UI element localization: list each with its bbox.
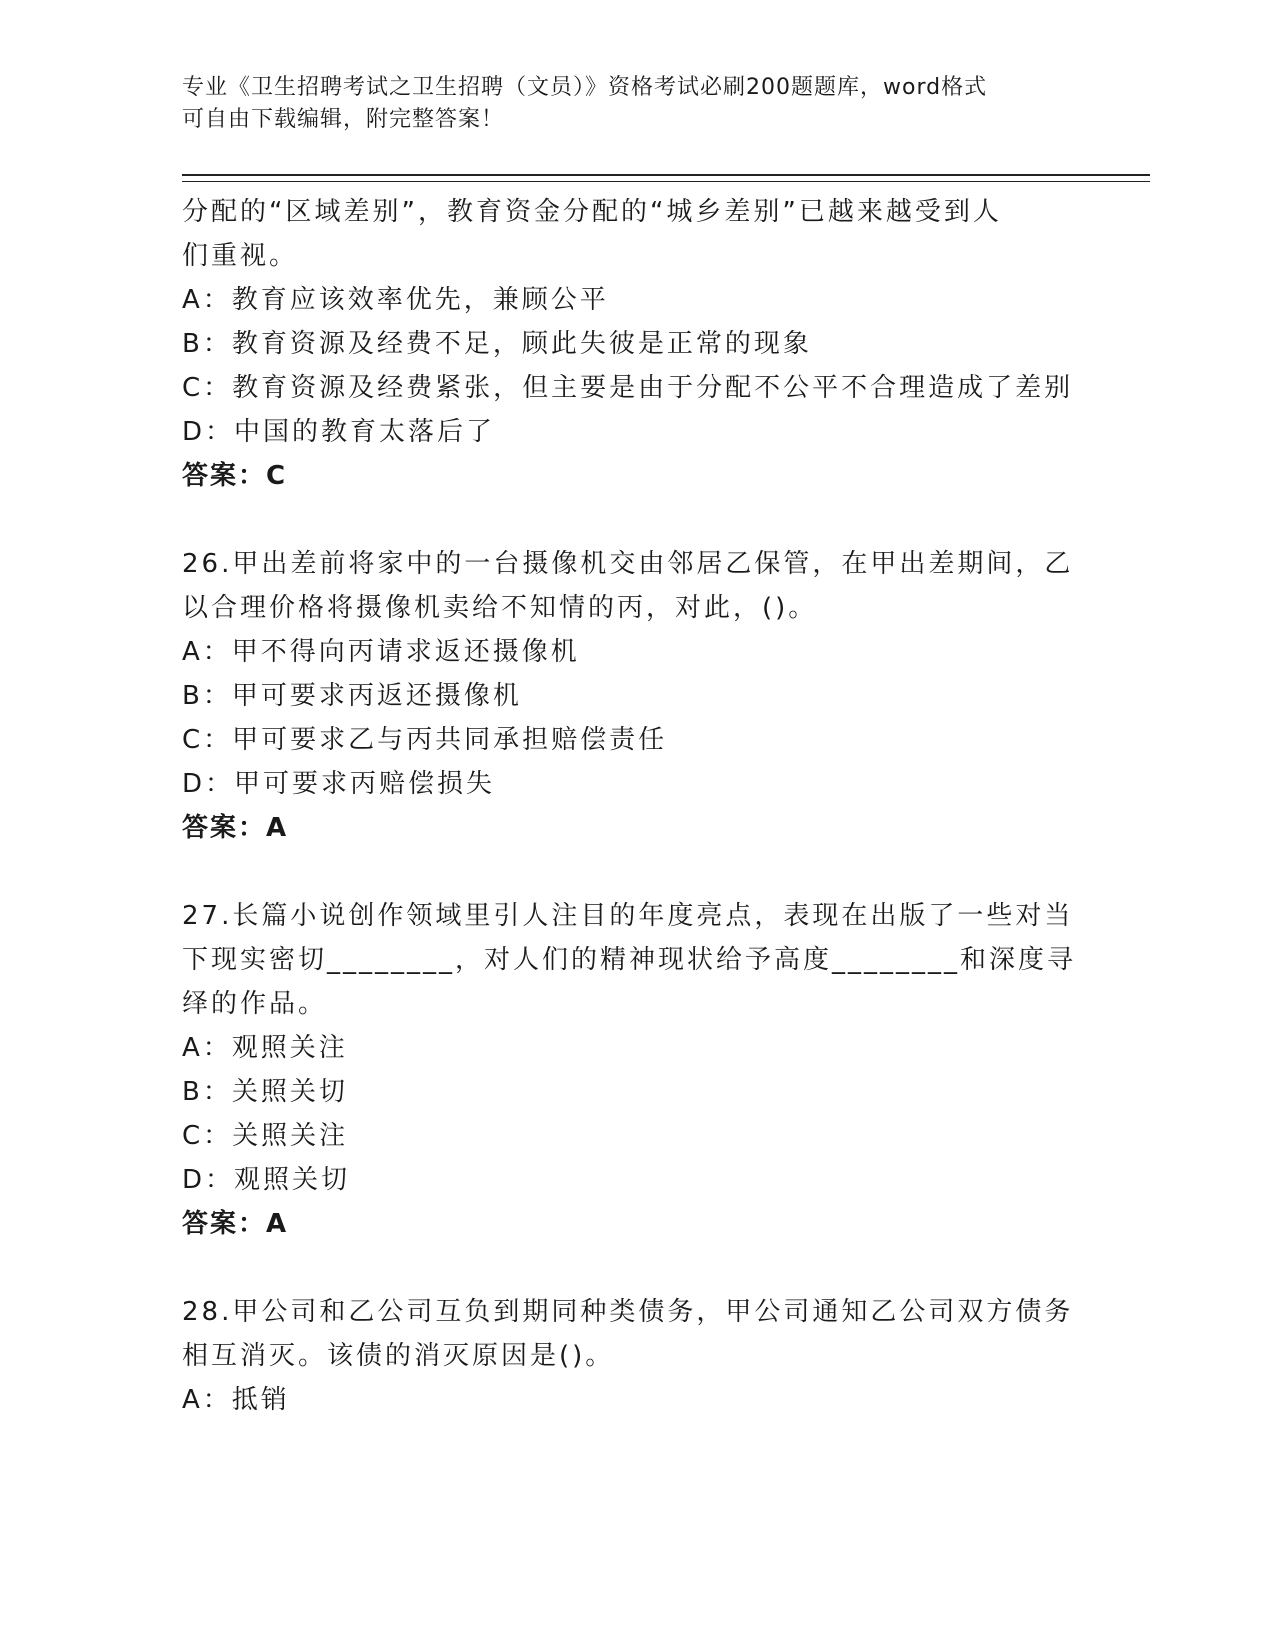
option-a: A：甲不得向丙请求返还摄像机 [182,637,580,667]
question-25-continued [182,190,1082,498]
option-c: C：教育资源及经费紧张，但主要是由于分配不公平不合理造成了差别 [182,373,1074,403]
option-b: B：教育资源及经费不足，顾此失彼是正常的现象 [182,329,812,359]
option-d: D：观照关切 [182,1165,351,1195]
answer: 答案：A [182,813,289,843]
option-d: D：甲可要求丙赔偿损失 [182,769,496,799]
question-text: 27.长篇小说创作领域里引人注目的年度亮点，表现在出版了一些对当 [182,901,1074,931]
answer: 答案：A [182,1209,289,1239]
option-b: B：甲可要求丙返还摄像机 [182,681,522,711]
header-line-1: 专业《卫生招聘考试之卫生招聘（文员）》资格考试必刷200题题库，word格式 [182,75,988,100]
option-d: D：中国的教育太落后了 [182,417,496,447]
question-text: 28.甲公司和乙公司互负到期同种类债务，甲公司通知乙公司双方债务 [182,1297,1074,1327]
option-c: C：甲可要求乙与丙共同承担赔偿责任 [182,725,668,755]
option-b: B：关照关切 [182,1077,348,1107]
question-text: 绎的作品。 [182,989,328,1019]
document-header [182,72,1042,136]
question-text: 分配的“区域差别”，教育资金分配的“城乡差别”已越来越受到人 [182,197,1002,227]
option-a: A：观照关注 [182,1033,348,1063]
header-divider-thin [182,181,1150,182]
document-body [182,190,1082,1422]
question-text: 相互消灭。该债的消灭原因是()。 [182,1341,615,1371]
option-c: C：关照关注 [182,1121,349,1151]
question-text: 以合理价格将摄像机卖给不知情的丙，对此，()。 [182,593,818,623]
option-a: A：教育应该效率优先，兼顾公平 [182,285,609,315]
header-divider-thick [182,174,1150,176]
question-26 [182,542,1082,850]
question-text: 们重视。 [182,241,299,271]
question-text: 下现实密切________，对人们的精神现状给予高度________和深度寻 [182,945,1077,975]
header-line-2: 可自由下载编辑，附完整答案！ [182,107,505,132]
option-a: A：抵销 [182,1385,290,1415]
answer: 答案：C [182,461,288,491]
question-27 [182,894,1082,1246]
question-text: 26.甲出差前将家中的一台摄像机交由邻居乙保管，在甲出差期间，乙 [182,549,1074,579]
question-28 [182,1290,1082,1422]
